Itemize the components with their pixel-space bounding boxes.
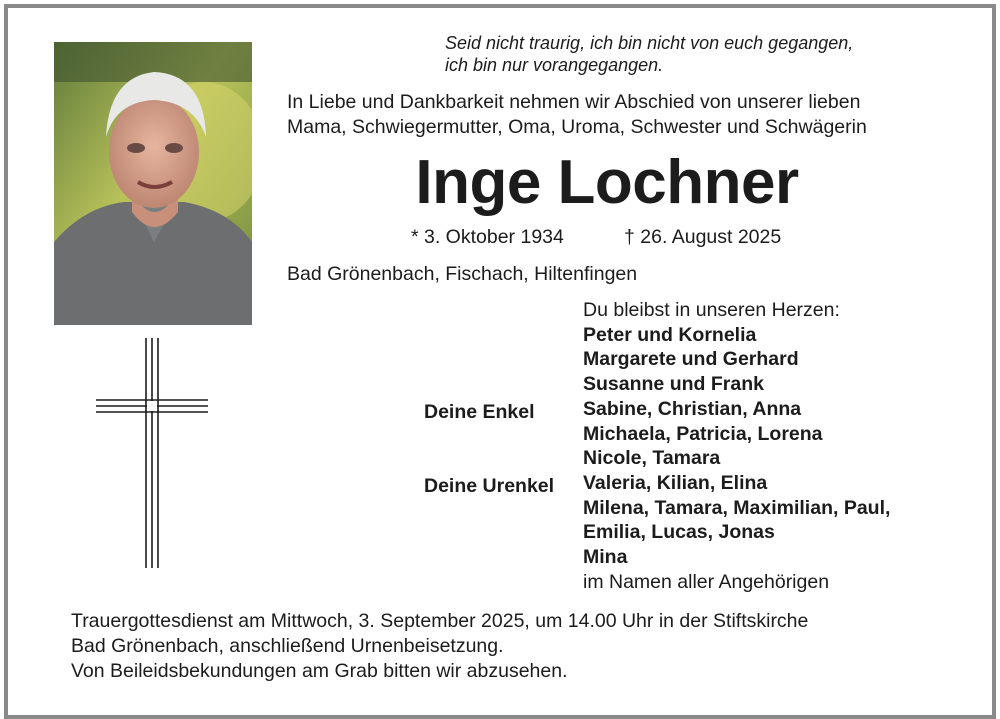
mourners-heading: Du bleibst in unseren Herzen:: [583, 299, 840, 321]
service-info: [71, 609, 808, 684]
deceased-name: Inge Lochner: [415, 148, 799, 217]
grandchild-entry: Michaela, Patricia, Lorena: [583, 422, 823, 445]
places: Bad Grönenbach, Fischach, Hiltenfingen: [287, 263, 638, 285]
intro-text: [287, 90, 867, 140]
quote: [445, 32, 853, 76]
great-grandchildren-label: Deine Urenkel: [424, 475, 555, 497]
child-entry: Margarete und Gerhard: [583, 348, 799, 371]
condolence-note: Von Beileidsbekundungen am Grab bitten wir abzusehen.: [71, 660, 568, 682]
quote-line: Seid nicht traurig, ich bin nicht von euch gegangen,: [445, 33, 854, 53]
great-grandchild-entry: Valeria, Kilian, Elina: [583, 471, 768, 494]
intro-line: Mama, Schwiegermutter, Oma, Uroma, Schwester und Schwägerin: [287, 116, 867, 138]
quote-line: ich bin nur vorangegangen.: [445, 55, 664, 75]
grandchild-entry: Sabine, Christian, Anna: [583, 397, 802, 420]
service-line: Trauergottesdienst am Mittwoch, 3. September 2025, um 14.00 Uhr in der Stiftskirche: [71, 610, 809, 632]
birth-date: * 3. Oktober 1934: [411, 226, 564, 248]
grandchildren-label: Deine Enkel: [424, 401, 535, 423]
intro-line: In Liebe und Dankbarkeit nehmen wir Abschied von unserer lieben: [287, 91, 861, 113]
mourners-closing: im Namen aller Angehörigen: [583, 570, 830, 593]
great-grandchild-entry: Emilia, Lucas, Jonas: [583, 521, 775, 544]
great-grandchild-entry: Mina: [583, 546, 628, 569]
grandchild-entry: Nicole, Tamara: [583, 447, 721, 470]
great-grandchild-entry: Milena, Tamara, Maximilian, Paul,: [583, 496, 891, 519]
cross-icon: [96, 338, 208, 568]
service-line: Bad Grönenbach, anschließend Urnenbeisetzung.: [71, 635, 504, 657]
death-date: † 26. August 2025: [624, 226, 782, 248]
portrait-photo: [54, 42, 252, 325]
mourners-list: [583, 298, 890, 594]
child-entry: Peter und Kornelia: [583, 323, 757, 346]
child-entry: Susanne und Frank: [583, 373, 764, 396]
